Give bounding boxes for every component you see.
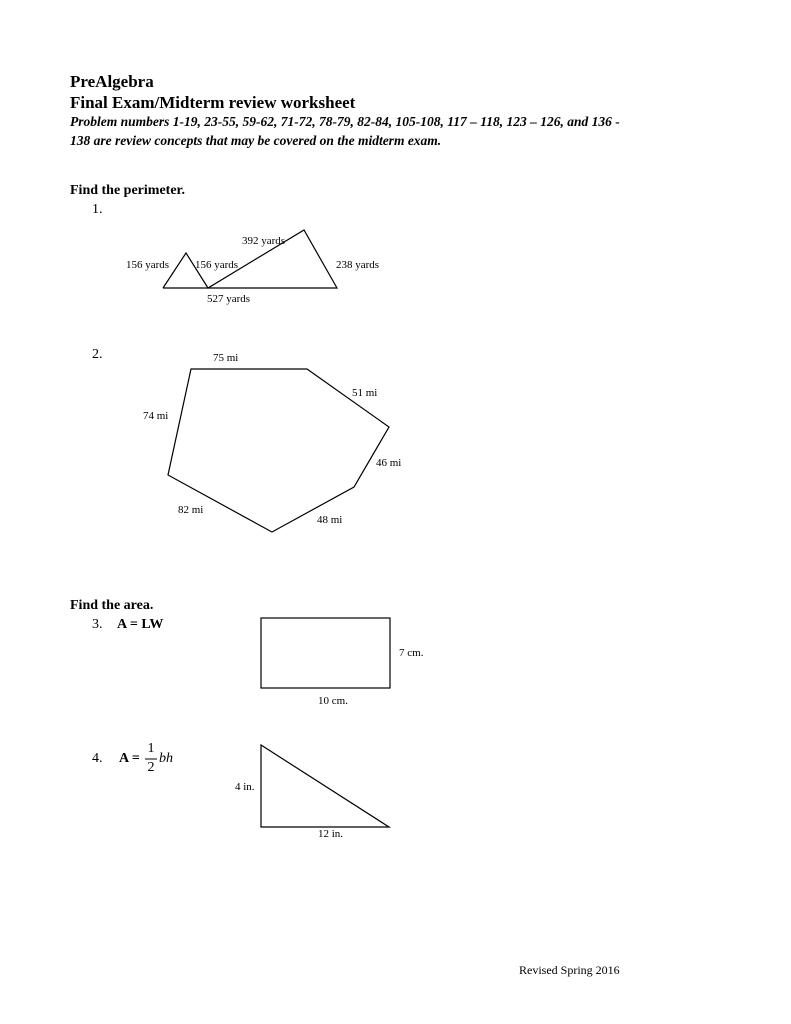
problem-4-number: 4. [92, 751, 103, 766]
revised-date: Revised Spring 2016 [519, 963, 620, 977]
problem-3-rectangle [261, 618, 390, 688]
problem-3-formula: A = LW [117, 617, 164, 632]
p3-width-label: 7 cm. [399, 647, 424, 659]
course-title: PreAlgebra [70, 72, 154, 91]
intro-line-2: 138 are review concepts that may be covered on the midterm exam. [70, 133, 442, 148]
problem-4-formula-rhs: bh [159, 751, 173, 766]
p1-label-middle-side: 156 yards [195, 259, 239, 271]
fraction-numerator: 1 [147, 741, 155, 756]
problem-1-number: 1. [92, 202, 103, 217]
worksheet-title: Final Exam/Midterm review worksheet [70, 93, 356, 112]
problem-2-number: 2. [92, 347, 103, 362]
area-heading: Find the area. [70, 598, 154, 613]
problem-4-formula-lhs: A = [119, 751, 140, 766]
p2-label-right: 46 mi [376, 457, 402, 469]
perimeter-heading: Find the perimeter. [70, 183, 185, 198]
p2-label-upper-right: 51 mi [352, 387, 378, 399]
fraction-denominator: 2 [147, 760, 155, 775]
intro-line-1: Problem numbers 1-19, 23-55, 59-62, 71-72, 78-79, 82-84, 105-108, 117 – 118, 123 – 126, and 136 - [70, 114, 620, 129]
p1-label-right-side: 238 yards [336, 259, 380, 271]
p4-base-label: 12 in. [318, 828, 344, 840]
problem-3-number: 3. [92, 617, 103, 632]
p2-label-lower-left: 82 mi [178, 504, 204, 516]
p2-label-top: 75 mi [213, 352, 239, 364]
p1-label-top-side: 392 yards [242, 235, 286, 247]
p1-label-bottom: 527 yards [207, 293, 251, 305]
problem-4-triangle [261, 745, 389, 827]
p2-label-left: 74 mi [143, 410, 169, 422]
p2-label-lower-right: 48 mi [317, 514, 343, 526]
p1-label-left-side: 156 yards [126, 259, 170, 271]
p4-height-label: 4 in. [235, 781, 255, 793]
p3-length-label: 10 cm. [318, 695, 348, 707]
